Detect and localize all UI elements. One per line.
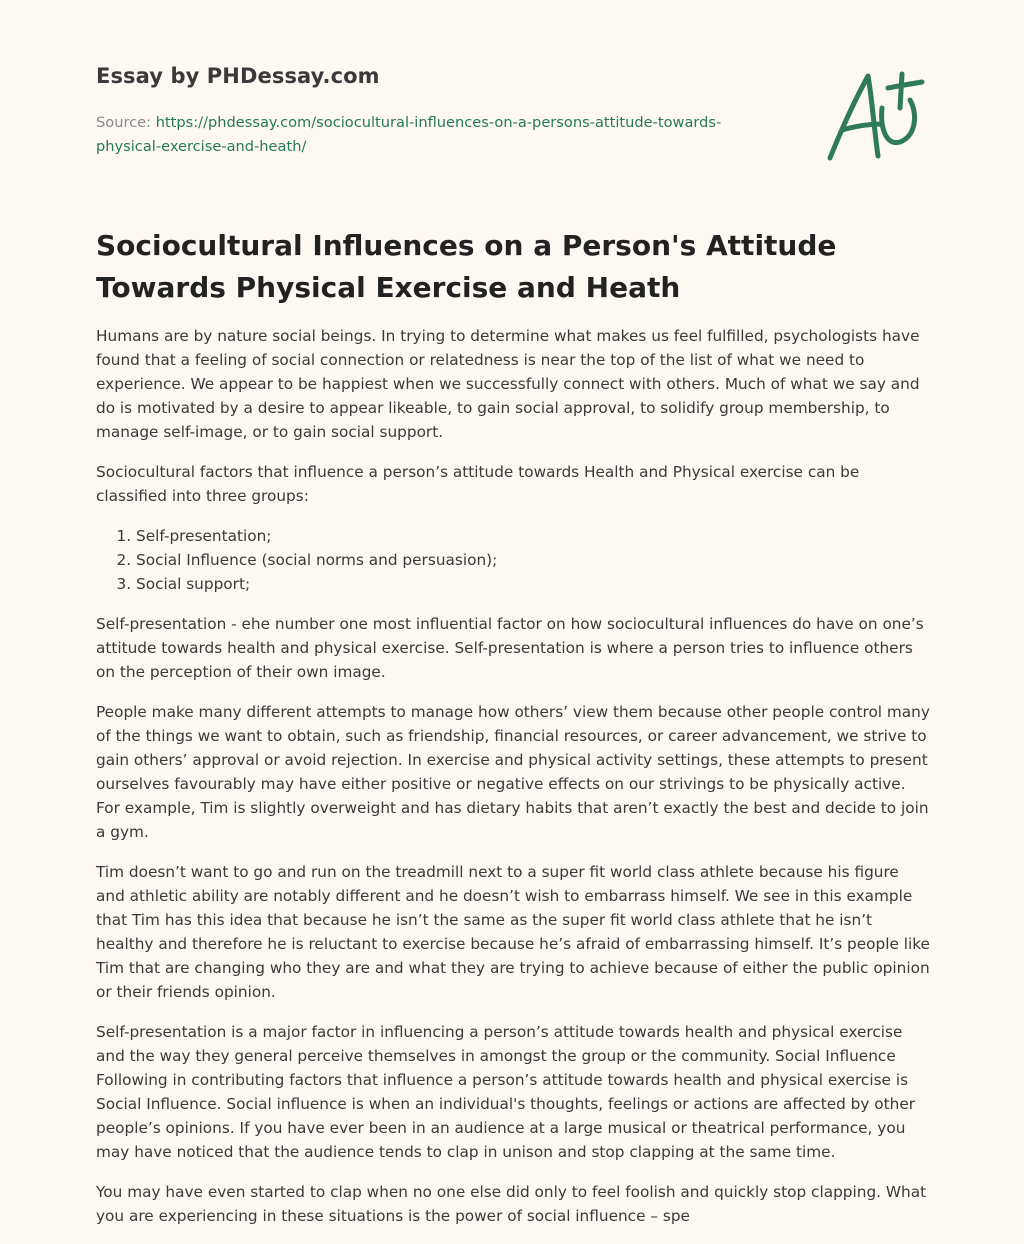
a-plus-grade-icon — [822, 68, 926, 166]
list-item: 3. Social support; — [136, 572, 932, 596]
paragraph: You may have even started to clap when no one else did only to feel foolish and quickly stop clapping. What you are experiencing in these situations is the power of social influence – spe — [96, 1183, 927, 1225]
source-link[interactable]: https://phdessay.com/sociocultural-influences-on-a-persons-attitude-towards-physical-exercise-and-heath/ — [96, 114, 722, 155]
paragraph: Humans are by nature social beings. In trying to determine what makes us feel fulfilled, psychologists have found that a feeling of social connection or relatedness is near the top of the list of what we need to experience. We appear to be happiest when we successfully connect with others. Much of what we say and do is motivated by a desire to appear likeable, to gain social approval, to solidify group membership, to manage self-image, or to gain social support. — [96, 327, 920, 441]
factor-list — [96, 524, 932, 596]
paragraph: People make many different attempts to manage how others’ view them because other people control many of the things we want to obtain, such as friendship, financial resources, or career advancement, we strive to gain others’ approval or avoid rejection. In exercise and physical activity settings, these attempts to present ourselves favourably may have either positive or negative effects on our strivings to be physically active. For example, Tim is slightly overweight and has dietary habits that aren’t exactly the best and decide to join a gym. — [96, 703, 930, 841]
paragraph: Sociocultural factors that influence a person’s attitude towards Health and Physical exercise can be classified into three groups: — [96, 463, 860, 505]
source-line — [96, 111, 776, 159]
source-label: Source: — [96, 114, 152, 131]
essay-title: Sociocultural Influences on a Person's Attitude Towards Physical Exercise and Heath — [96, 229, 837, 304]
list-item: 2. Social Influence (social norms and persuasion); — [136, 548, 932, 572]
paragraph: Self-presentation is a major factor in influencing a person’s attitude towards health and physical exercise and the way they general perceive themselves in amongst the group or the community. Social Influence Following in contributing factors that influence a person’s attitude towards health and physical exercise is Social Influence. Social influence is when an individual's thoughts, feelings or actions are affected by other people’s opinions. If you have ever been in an audience at a large musical or theatrical performance, you may have noticed that the audience tends to clap in unison and stop clapping at the same time. — [96, 1023, 916, 1161]
paragraph: Tim doesn’t want to go and run on the treadmill next to a super fit world class athlete because his figure and athletic ability are notably different and he doesn’t wish to embarrass himself. We see in this example that Tim has this idea that because he isn’t the same as the super fit world class athlete that he isn’t healthy and therefore he is reluctant to exercise because he’s afraid of embarrassing himself. It’s people like Tim that are changing who they are and what they are trying to achieve because of either the public opinion or their friends opinion. — [96, 863, 930, 1001]
paragraph: Self-presentation - ehe number one most influential factor on how sociocultural influences do have on one’s attitude towards health and physical exercise. Self-presentation is where a person tries to influence others on the perception of their own image. — [96, 615, 924, 681]
site-name: Essay by PHDessay.com — [96, 64, 380, 88]
essay-body — [96, 324, 932, 1244]
list-item: 1. Self-presentation; — [136, 524, 932, 548]
